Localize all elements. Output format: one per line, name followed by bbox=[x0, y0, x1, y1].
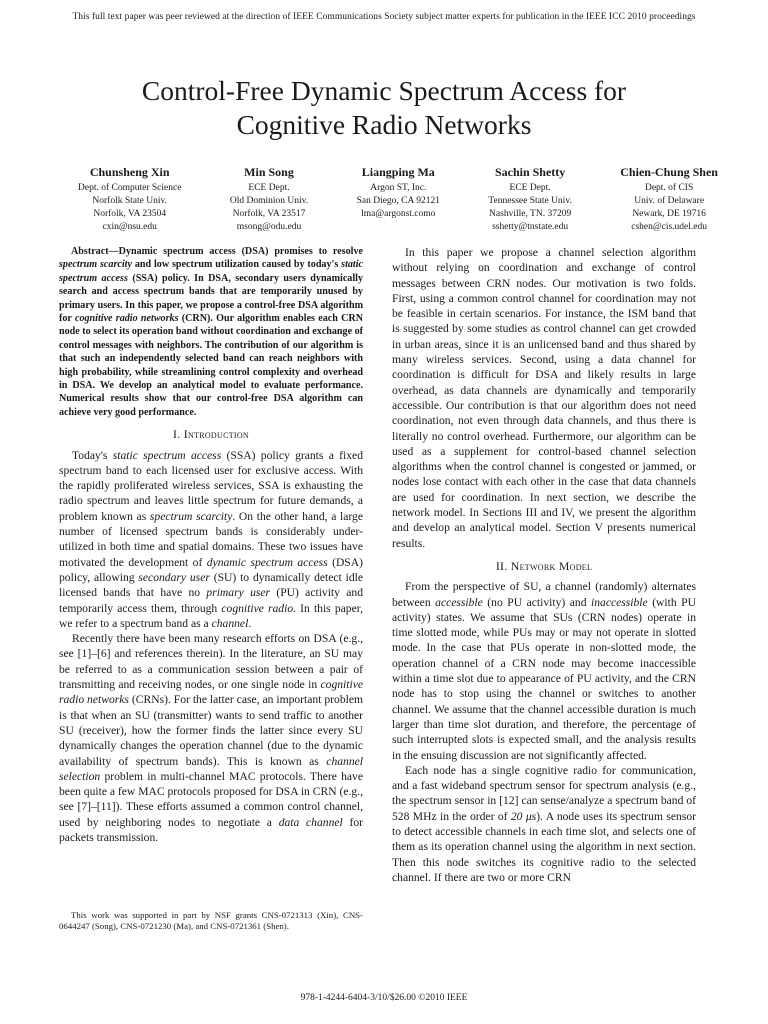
author-affiliation: Argon ST, Inc. bbox=[370, 183, 427, 193]
paper-title bbox=[0, 74, 768, 142]
page-footer: 978-1-4244-6404-3/10/$26.00 ©2010 IEEE bbox=[300, 993, 468, 1003]
author-list bbox=[78, 164, 718, 234]
author-affiliation: Univ. of Delaware bbox=[634, 196, 705, 206]
paragraph: Today's static spectrum access (SSA) policy grants a fixed spectrum band to each licensed user for exclusive access. With the rapidly proliferated wireless services, SSA is exhausting the radio spectrum and leaves little spectrum for future demands, a problem known as spectrum scarcity. On the other hand, a large number of licensed spectrum bands is considerably under-utilized in both time and spatial domains. These two issues have motivated the development of dynamic spectrum access (DSA) policy, allowing secondary user (SU) to dynamically detect idle licensed bands that have no primary user (PU) activity and temporarily access them, through cognitive radio. In this paper, we refer to a spectrum band as a channel. bbox=[59, 448, 364, 630]
author-affiliation: Dept. of CIS bbox=[644, 183, 694, 193]
title-line-1: Control-Free Dynamic Spectrum Access for bbox=[141, 75, 627, 106]
abstract: Abstract—Dynamic spectrum access (DSA) promises to resolve spectrum scarcity and low spectrum utilization caused by today's static spectrum access (SSA) policy. In DSA, secondary users dynamically search and access spectrum bands that are temporarily unused by primary users. In this paper, we propose a control-free DSA algorithm for cognitive radio networks (CRN). Our algorithm enables each CRN node to select its operation band without coordination and exchange of control messages with neighbors. The contribution of our algorithm is that such an independently selected band can reach neighbors with high probability, while streamlining control complexity and overhead in DSA. We develop an analytical model to evaluate performance. Numerical results show that our control-free DSA algorithm can achieve very good performance. bbox=[59, 246, 364, 418]
author-name: Liangping Ma bbox=[361, 165, 435, 179]
header-note: This full text paper was peer reviewed at the direction of IEEE Communications Society subject matter experts for publication in the IEEE ICC 2010 proceedings bbox=[72, 12, 696, 22]
author-affiliation: Tennessee State Univ. bbox=[488, 196, 572, 206]
author-name: Chien-Chung Shen bbox=[620, 165, 718, 179]
author-block bbox=[488, 164, 571, 234]
author-affiliation: Old Dominion Univ. bbox=[229, 196, 309, 206]
author-affiliation: Norfolk State Univ. bbox=[92, 196, 167, 206]
author-name: Sachin Shetty bbox=[494, 165, 566, 179]
author-affiliation: Dept. of Computer Science bbox=[78, 183, 182, 193]
author-address: Nashville, TN. 37209 bbox=[489, 209, 572, 219]
author-email: cshen@cis.udel.edu bbox=[631, 222, 707, 232]
author-address: Newark, DE 19716 bbox=[632, 209, 706, 219]
paragraph: Recently there have been many research efforts on DSA (e.g., see [1]–[6] and references therein). In the literature, an SU may be referred to as a communication session between a pair of transmitting and receiving nodes, or one single node in cognitive radio networks (CRNs). For the latter case, an important problem is that when an SU (transmitter) wants to send traffic to another SU (receiver), how the former finds the latter since every SU dynamically changes the operation channel (due to the dynamic availability of spectrum bands). This is known as channel selection problem in multi-channel MAC protocols. There have been quite a few MAC protocols proposed for DSA in CRN (e.g., see [7]–[11]). These efforts assumed a common control channel, used by neighboring nodes to negotiate a data channel for packets transmission. bbox=[59, 632, 364, 844]
author-address: Norfolk, VA 23517 bbox=[232, 209, 306, 219]
paragraph: In this paper we propose a channel selection algorithm without relying on coordination and exchange of control messages between CRN nodes. Our motivation is two folds. First, using a common control channel for coordination may not be feasible in certain scenarios. For instance, the ISM band that is suggested by some studies as control channel can get crowded in urban areas, since it is an unlicensed band and thus shared by many wireless services. Second, using a data channel for coordination is difficult for DSA and likely results in large overhead, as data channels are dynamically and temporarily accessible. Our contribution is that our algorithm does not need coordination, not even through data channels, and thus there is literally no control overhead. Furthermore, our algorithm can be used as a supplement for control-based channel selection algorithms when the control channel is congested or jammed, or nodes lose contact with each other in the case that data channels are used for coordination. In next section, we describe the network model. In Sections III and IV, we present the algorithm and develop an analytical model. Section V presents numerical results. bbox=[392, 246, 696, 550]
left-column bbox=[59, 245, 363, 845]
paragraph: From the perspective of SU, a channel (randomly) alternates between accessible (no PU activity) and inaccessible (with PU activity) states. We assume that SUs (CRN nodes) operate in time slotted mode, while PUs may or may not operate in slotted mode. In the case that PUs operate in non-slotted mode, the operation channel of a CRN node may become inaccessible within a time slot due to appearance of PU activity, and the CRN node has to stop using the channel or switches to another channel. We assume that the channel accessible duration is much larger than time slot duration, and therefore, the percentage of such interrupted slots is expected small, and the analysis results in the ensuing discussion are not significantly affected. bbox=[392, 580, 697, 762]
author-email: msong@odu.edu bbox=[236, 222, 302, 232]
author-block bbox=[357, 164, 440, 234]
author-email: sshetty@tnstate.edu bbox=[492, 222, 569, 232]
author-block bbox=[230, 164, 308, 234]
paragraph: Each node has a single cognitive radio for communication, and a fast wideband spectrum sensor for spectrum analysis (e.g., the spectrum sensor in [12] can sense/analyze a spectrum band of 528 MHz in the order of 20 μs). A node uses its spectrum sensor to detect accessible channels in each time slot, and selects one of them as its operation channel using the algorithm in next section. Then this node switches its cognitive radio to the selected channel. If there are two or more CRN bbox=[392, 763, 696, 884]
author-address: San Diego, CA 92121 bbox=[356, 196, 440, 206]
section-heading: II. Network Model bbox=[495, 558, 593, 573]
author-block bbox=[620, 164, 718, 234]
author-name: Chunsheng Xin bbox=[89, 165, 170, 179]
author-email: cxin@nsu.edu bbox=[102, 222, 157, 232]
right-column bbox=[392, 245, 696, 885]
title-line-2: Cognitive Radio Networks bbox=[236, 109, 532, 140]
author-address: Norfolk, VA 23504 bbox=[93, 209, 167, 219]
author-name: Min Song bbox=[244, 165, 294, 179]
section-heading: I. Introduction bbox=[172, 427, 250, 442]
footnote: This work was supported in part by NSF grants CNS-0721313 (Xin), CNS-0644247 (Song), CNS-0721230 (Ma), and CNS-0721361 (Shen). bbox=[59, 910, 363, 932]
author-affiliation: ECE Dept. bbox=[248, 183, 290, 193]
author-block bbox=[78, 164, 181, 234]
author-affiliation: ECE Dept. bbox=[509, 183, 551, 193]
author-email: lma@argonst.como bbox=[361, 209, 436, 219]
